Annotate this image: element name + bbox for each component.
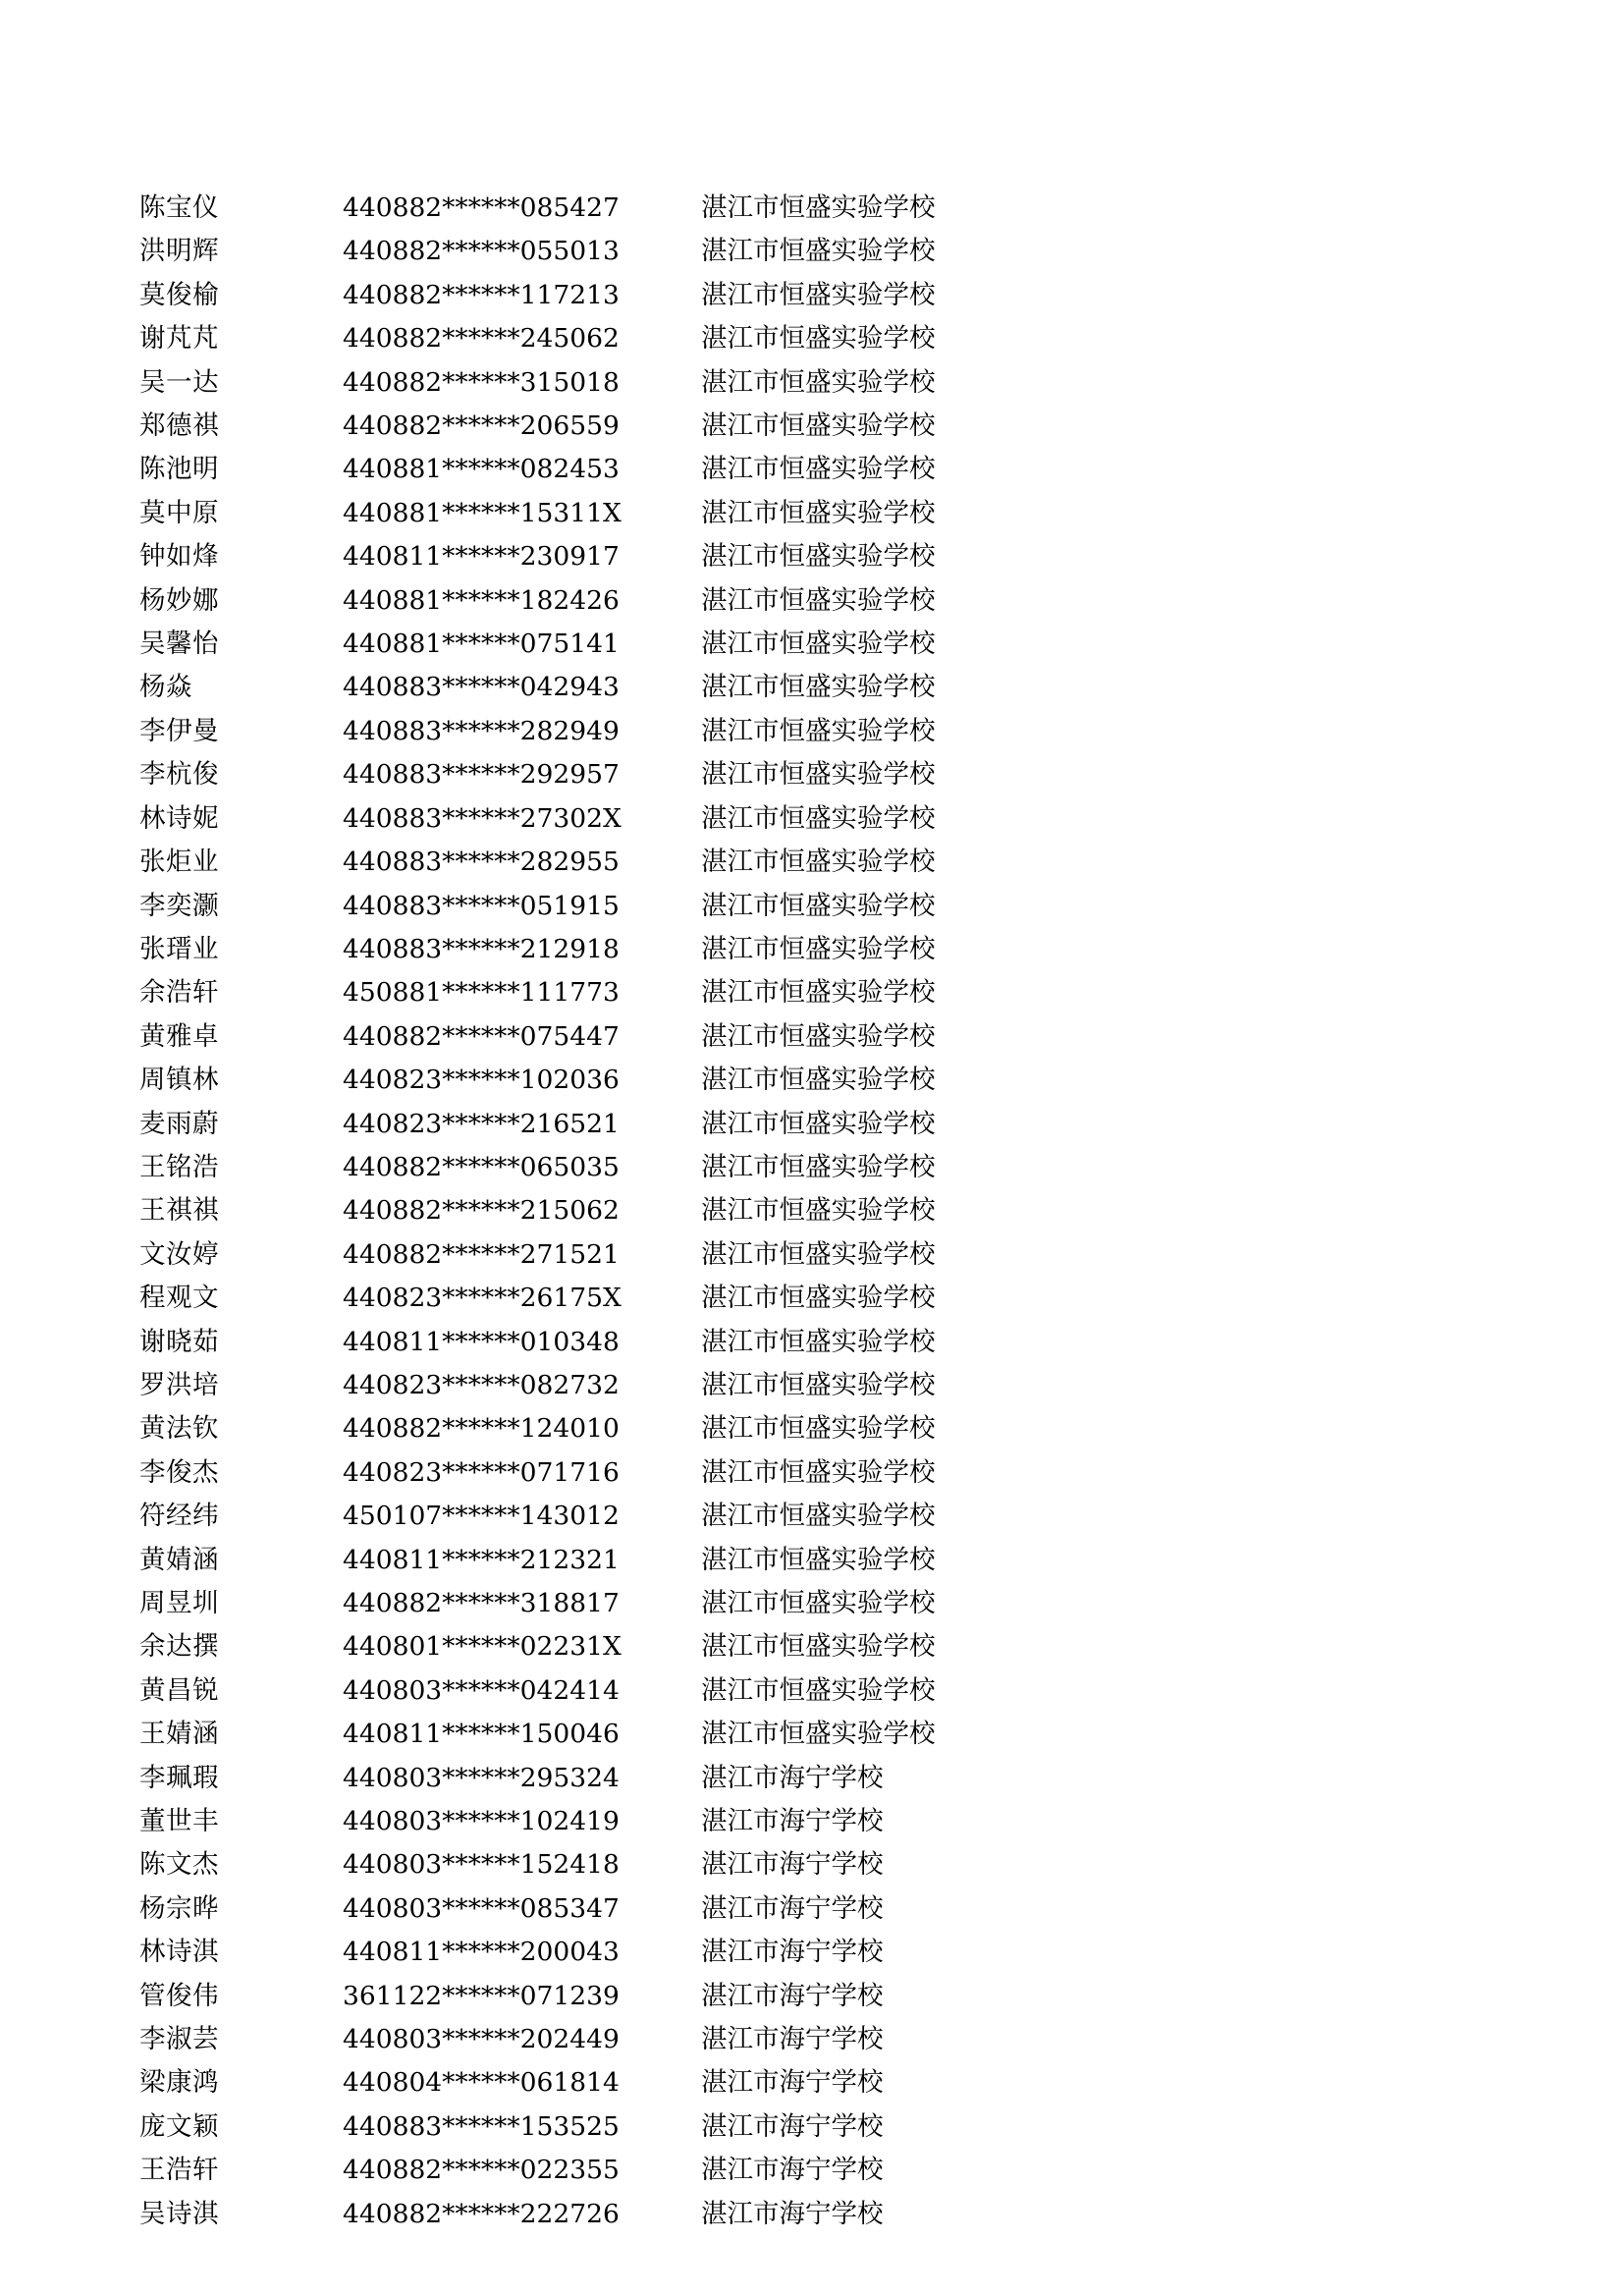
table-row (139, 1625, 1113, 1668)
table-row (139, 274, 1113, 317)
cell-name: 王婧涵 (139, 1719, 219, 1750)
cell-id-number: 361122******071239 (343, 1980, 620, 2011)
cell-name: 余达撰 (139, 1631, 219, 1663)
cell-school: 湛江市恒盛实验学校 (701, 933, 936, 964)
cell-school: 湛江市海宁学校 (701, 2155, 884, 2186)
cell-school: 湛江市恒盛实验学校 (701, 715, 936, 746)
cell-school: 湛江市恒盛实验学校 (701, 1456, 936, 1488)
cell-id-number: 440883******153525 (343, 2110, 620, 2142)
table-row (139, 579, 1113, 623)
table-row (139, 971, 1113, 1014)
table-row (139, 448, 1113, 491)
cell-name: 王祺祺 (139, 1195, 219, 1227)
cell-name: 陈宝仪 (139, 192, 219, 223)
cell-id-number: 440883******282955 (343, 847, 620, 878)
cell-school: 湛江市恒盛实验学校 (701, 1501, 936, 1532)
cell-school: 湛江市恒盛实验学校 (701, 759, 936, 791)
cell-id-number: 440882******206559 (343, 410, 620, 442)
cell-name: 黄法钦 (139, 1413, 219, 1445)
cell-school: 湛江市恒盛实验学校 (701, 1674, 936, 1706)
table-row (139, 535, 1113, 578)
table-row (139, 361, 1113, 405)
table-row (139, 1146, 1113, 1189)
cell-name: 谢芃芃 (139, 323, 219, 355)
cell-id-number: 440801******02231X (343, 1631, 622, 1663)
cell-name: 梁康鸿 (139, 2067, 219, 2099)
cell-name: 杨妙娜 (139, 584, 219, 616)
cell-name: 吴馨怡 (139, 629, 219, 660)
cell-school: 湛江市恒盛实验学校 (701, 1108, 936, 1139)
cell-name: 周镇林 (139, 1065, 219, 1096)
cell-name: 符经纬 (139, 1501, 219, 1532)
cell-school: 湛江市海宁学校 (701, 2198, 884, 2229)
cell-school: 湛江市恒盛实验学校 (701, 1065, 936, 1096)
cell-name: 吴诗淇 (139, 2198, 219, 2229)
table-row (139, 1277, 1113, 1320)
cell-school: 湛江市恒盛实验学校 (701, 1631, 936, 1663)
cell-school: 湛江市海宁学校 (701, 1892, 884, 1924)
cell-id-number: 440823******216521 (343, 1108, 620, 1139)
cell-id-number: 440803******042414 (343, 1674, 620, 1706)
cell-school: 湛江市恒盛实验学校 (701, 1588, 936, 1618)
cell-name: 谢晓茹 (139, 1326, 219, 1357)
cell-id-number: 440811******212321 (343, 1544, 620, 1575)
cell-school: 湛江市恒盛实验学校 (701, 541, 936, 573)
cell-id-number: 440882******271521 (343, 1238, 620, 1270)
cell-name: 董世丰 (139, 1806, 219, 1837)
cell-id-number: 440823******102036 (343, 1065, 620, 1096)
cell-id-number: 440883******282949 (343, 715, 620, 746)
cell-name: 李伊曼 (139, 715, 219, 746)
table-row (139, 1321, 1113, 1364)
cell-school: 湛江市海宁学校 (701, 1806, 884, 1837)
cell-name: 郑德祺 (139, 410, 219, 442)
cell-name: 李淑芸 (139, 2024, 219, 2055)
cell-name: 张瑨业 (139, 933, 219, 964)
cell-id-number: 440804******061814 (343, 2067, 620, 2099)
table-row (139, 1233, 1113, 1277)
table-row (139, 492, 1113, 535)
cell-name: 文汝婷 (139, 1238, 219, 1270)
cell-school: 湛江市恒盛实验学校 (701, 1544, 936, 1575)
cell-school: 湛江市恒盛实验学校 (701, 977, 936, 1009)
cell-name: 李杭俊 (139, 759, 219, 791)
table-row (139, 1975, 1113, 2018)
cell-id-number: 440803******202449 (343, 2024, 620, 2055)
cell-name: 林诗淇 (139, 1937, 219, 1968)
cell-name: 庞文颖 (139, 2110, 219, 2142)
table-row (139, 1495, 1113, 1538)
cell-name: 黄婧涵 (139, 1544, 219, 1575)
table-row (139, 1887, 1113, 1931)
table-row (139, 2061, 1113, 2105)
cell-school: 湛江市恒盛实验学校 (701, 629, 936, 660)
cell-id-number: 440881******182426 (343, 584, 620, 616)
cell-school: 湛江市恒盛实验学校 (701, 847, 936, 878)
table-row (139, 1713, 1113, 1756)
cell-id-number: 450881******111773 (343, 977, 620, 1009)
table-row (139, 928, 1113, 971)
cell-school: 湛江市海宁学校 (701, 2067, 884, 2099)
cell-school: 湛江市恒盛实验学校 (701, 410, 936, 442)
cell-name: 李珮瑕 (139, 1762, 219, 1793)
table-row (139, 1539, 1113, 1582)
table-row (139, 1843, 1113, 1886)
cell-id-number: 440883******042943 (343, 672, 620, 703)
cell-id-number: 440882******055013 (343, 236, 620, 267)
cell-id-number: 440882******315018 (343, 366, 620, 398)
table-row (139, 1800, 1113, 1843)
cell-name: 管俊伟 (139, 1980, 219, 2011)
cell-id-number: 440882******065035 (343, 1151, 620, 1182)
cell-id-number: 440882******318817 (343, 1588, 620, 1618)
cell-name: 黄昌锐 (139, 1674, 219, 1706)
cell-id-number: 440883******212918 (343, 933, 620, 964)
roster-table-body (139, 187, 1113, 2236)
table-row (139, 2105, 1113, 2149)
cell-id-number: 440882******085427 (343, 192, 620, 223)
cell-school: 湛江市恒盛实验学校 (701, 1020, 936, 1052)
cell-id-number: 440882******075447 (343, 1020, 620, 1052)
cell-school: 湛江市恒盛实验学校 (701, 454, 936, 485)
table-row (139, 797, 1113, 841)
cell-id-number: 450107******143012 (343, 1501, 620, 1532)
cell-id-number: 440811******200043 (343, 1937, 620, 1968)
cell-id-number: 440882******117213 (343, 279, 620, 310)
table-row (139, 710, 1113, 753)
cell-id-number: 440882******222726 (343, 2198, 620, 2229)
cell-school: 湛江市恒盛实验学校 (701, 802, 936, 834)
cell-name: 陈文杰 (139, 1849, 219, 1881)
cell-id-number: 440811******230917 (343, 541, 620, 573)
cell-school: 湛江市恒盛实验学校 (701, 236, 936, 267)
table-row (139, 1189, 1113, 1232)
cell-id-number: 440811******010348 (343, 1326, 620, 1357)
table-row (139, 405, 1113, 448)
table-row (139, 841, 1113, 884)
cell-id-number: 440882******124010 (343, 1413, 620, 1445)
cell-school: 湛江市海宁学校 (701, 2110, 884, 2142)
table-row (139, 1407, 1113, 1450)
cell-id-number: 440883******292957 (343, 759, 620, 791)
cell-id-number: 440803******152418 (343, 1849, 620, 1881)
cell-name: 杨宗晔 (139, 1892, 219, 1924)
cell-school: 湛江市海宁学校 (701, 2024, 884, 2055)
cell-name: 李俊杰 (139, 1456, 219, 1488)
cell-school: 湛江市恒盛实验学校 (701, 1719, 936, 1750)
cell-name: 陈池明 (139, 454, 219, 485)
table-row (139, 1669, 1113, 1713)
table-row (139, 230, 1113, 273)
cell-id-number: 440883******27302X (343, 802, 622, 834)
cell-name: 罗洪培 (139, 1369, 219, 1400)
table-row (139, 317, 1113, 360)
cell-name: 钟如烽 (139, 541, 219, 573)
table-row (139, 2149, 1113, 2192)
cell-school: 湛江市恒盛实验学校 (701, 1195, 936, 1227)
cell-school: 湛江市恒盛实验学校 (701, 192, 936, 223)
cell-school: 湛江市恒盛实验学校 (701, 672, 936, 703)
cell-name: 王浩轩 (139, 2155, 219, 2186)
table-row (139, 666, 1113, 709)
cell-name: 周昱圳 (139, 1588, 219, 1618)
cell-name: 吴一达 (139, 366, 219, 398)
table-row (139, 2018, 1113, 2061)
cell-id-number: 440823******071716 (343, 1456, 620, 1488)
cell-id-number: 440882******245062 (343, 323, 620, 355)
table-row (139, 1451, 1113, 1495)
cell-id-number: 440803******295324 (343, 1762, 620, 1793)
cell-school: 湛江市恒盛实验学校 (701, 1283, 936, 1314)
cell-school: 湛江市恒盛实验学校 (701, 323, 936, 355)
table-row (139, 1582, 1113, 1625)
cell-name: 黄雅卓 (139, 1020, 219, 1052)
cell-id-number: 440883******051915 (343, 890, 620, 921)
cell-id-number: 440881******15311X (343, 497, 622, 528)
cell-name: 张炬业 (139, 847, 219, 878)
cell-id-number: 440882******215062 (343, 1195, 620, 1227)
cell-name: 余浩轩 (139, 977, 219, 1009)
cell-school: 湛江市海宁学校 (701, 1980, 884, 2011)
cell-name: 王铭浩 (139, 1151, 219, 1182)
cell-name: 洪明辉 (139, 236, 219, 267)
table-row (139, 623, 1113, 666)
cell-name: 李奕灏 (139, 890, 219, 921)
cell-school: 湛江市恒盛实验学校 (701, 497, 936, 528)
cell-id-number: 440881******082453 (343, 454, 620, 485)
cell-id-number: 440803******085347 (343, 1892, 620, 1924)
cell-name: 林诗妮 (139, 802, 219, 834)
table-row (139, 187, 1113, 230)
table-row (139, 1103, 1113, 1146)
table-row (139, 885, 1113, 928)
cell-name: 杨焱 (139, 672, 192, 703)
cell-school: 湛江市恒盛实验学校 (701, 1369, 936, 1400)
cell-school: 湛江市恒盛实验学校 (701, 1413, 936, 1445)
cell-school: 湛江市恒盛实验学校 (701, 1151, 936, 1182)
cell-name: 程观文 (139, 1283, 219, 1314)
cell-id-number: 440881******075141 (343, 629, 620, 660)
cell-id-number: 440882******022355 (343, 2155, 620, 2186)
cell-id-number: 440823******26175X (343, 1283, 622, 1314)
cell-school: 湛江市恒盛实验学校 (701, 366, 936, 398)
roster-table (139, 187, 1113, 2236)
table-row (139, 1931, 1113, 1974)
cell-school: 湛江市恒盛实验学校 (701, 584, 936, 616)
cell-school: 湛江市海宁学校 (701, 1937, 884, 1968)
table-row (139, 1364, 1113, 1407)
cell-school: 湛江市恒盛实验学校 (701, 890, 936, 921)
table-row (139, 1757, 1113, 1800)
cell-school: 湛江市恒盛实验学校 (701, 279, 936, 310)
cell-name: 莫俊榆 (139, 279, 219, 310)
cell-school: 湛江市恒盛实验学校 (701, 1326, 936, 1357)
table-row (139, 1059, 1113, 1102)
cell-school: 湛江市海宁学校 (701, 1849, 884, 1881)
table-row (139, 1015, 1113, 1059)
cell-name: 莫中原 (139, 497, 219, 528)
cell-school: 湛江市恒盛实验学校 (701, 1238, 936, 1270)
cell-school: 湛江市海宁学校 (701, 1762, 884, 1793)
cell-name: 麦雨蔚 (139, 1108, 219, 1139)
table-row (139, 2193, 1113, 2236)
cell-id-number: 440803******102419 (343, 1806, 620, 1837)
cell-id-number: 440823******082732 (343, 1369, 620, 1400)
table-row (139, 753, 1113, 796)
cell-id-number: 440811******150046 (343, 1719, 620, 1750)
